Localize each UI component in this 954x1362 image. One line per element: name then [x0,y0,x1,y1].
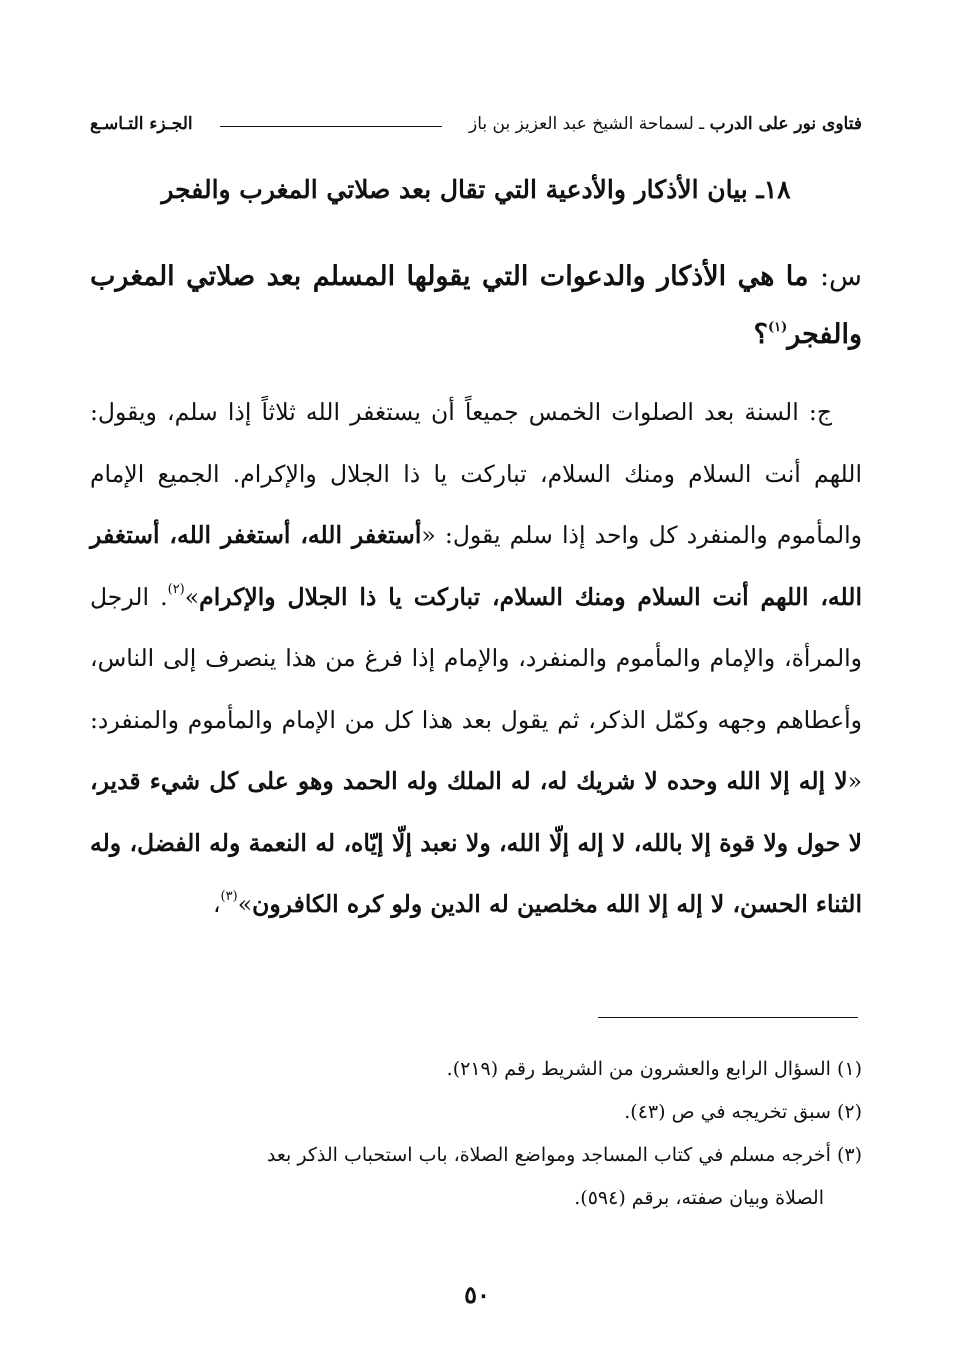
author-line: ـ لسماحة الشيخ عبد العزيز بن باز [469,114,705,134]
header-rule [220,126,442,127]
question-paragraph [90,248,862,364]
book-title-line [469,114,862,134]
footnote-separator [598,1017,858,1018]
footnote-number: (٣) [836,1144,862,1166]
footnotes [90,1048,862,1220]
dhikr-quote-2: لا إله إلا الله وحده لا شريك له، له الملك وله الحمد وهو على كل شيء قدير، لا حول ولا قوة إلا بالله، لا إله إلّا الله، ولا نعبد إلّا إيّاه، له النعمة وله الفضل، وله الثناء الحسن، لا إله إلا الله مخلصين له الدين ولو كره الكافرون [90,767,862,918]
answer-tail: ، [212,890,221,918]
answer-label: ج: [808,398,832,426]
footnote-3 [90,1134,862,1220]
dhikr-quote-1: أستغفر الله، أستغفر الله، أستغفر الله، اللهم أنت السلام ومنك السلام، تباركت يا ذا الجلال والإكرام [90,521,862,611]
question-mark: ؟ [753,319,768,350]
footnote-2 [90,1091,862,1134]
footnote-ref-1: (١) [767,320,788,335]
volume-label: الجـزء التـاسـع [90,114,193,134]
footnote-number: (١) [836,1058,862,1080]
answer-text-1: السنة بعد الصلوات الخمس جميعاً أن يستغفر الله ثلاثاً إذا سلم، ويقول: اللهم أنت السلام ومنك السلام، تباركت يا ذا الجلال والإكرام. الجميع الإمام والمأموم والمنفرد كل واحد إذا سلم يقول: « [90,398,862,549]
footnote-ref-2: (٢) [167,581,185,597]
footnote-number: (٢) [836,1101,862,1123]
answer-paragraph: ج: السنة بعد الصلوات الخمس جميعاً أن يستغفر الله ثلاثاً إذا سلم، ويقول: اللهم أنت السلام ومنك السلام، تباركت يا ذا الجلال والإكرام. الجميع الإمام والمأموم والمنفرد كل واحد إذا سلم يقول: «أستغفر الله، أستغفر الله، أستغفر الله، اللهم أنت السلام ومنك السلام، تباركت يا ذا الجلال والإكرام»$^{(٢)}$. الرجل والمرأة، والإمام والمأموم والمنفرد، والإمام إذا فرغ من هذا ينصرف إلى الناس، وأعطاهم وجهه وكمّل الذكر، ثم يقول بعد هذا كل من الإمام والمأموم والمنفرد: «لا إله إلا الله وحده لا شريك له، له الملك وله الحمد وهو على كل شيء قدير، لا حول ولا قوة إلا بالله، لا إله إلّا الله، ولا نعبد إلّا إيّاه، له النعمة وله الفضل، وله الثناء الحسن، لا إله إلا الله مخلصين له الدين ولو كره الكافرون»$^{(٣)}$، [90,398,862,918]
footnote-text: أخرجه مسلم في كتاب المساجد ومواضع الصلاة، باب استحباب الذكر بعد [266,1144,831,1166]
footnote-1 [90,1048,862,1091]
section-title: ١٨ـ بيان الأذكار والأدعية التي تقال بعد صلاتي المغرب والفجر [161,175,791,204]
footnote-text: السؤال الرابع والعشرون من الشريط رقم (٢١٩). [446,1058,831,1080]
running-header [90,112,862,144]
question-text: ما هي الأذكار والدعوات التي يقولها المسلم بعد صلاتي المغرب والفجر [90,261,862,350]
page-number: ٥٠ [464,1280,490,1309]
footnote-ref-3: (٣) [220,889,238,904]
book-title: فتاوى نور على الدرب [709,114,862,134]
answer-text-2: . الرجل والمرأة، والإمام والمأموم والمنفرد، والإمام إذا فرغ من هذا ينصرف إلى الناس، وأعطاهم وجهه وكمّل الذكر، ثم يقول بعد هذا كل من الإمام والمأموم والمنفرد: « [90,582,862,795]
footnote-text: سبق تخريجه في ص (٤٣). [624,1101,831,1123]
question-label: س: [819,261,862,292]
footnote-continuation: الصلاة وبيان صفته، برقم (٥٩٤). [574,1187,824,1209]
